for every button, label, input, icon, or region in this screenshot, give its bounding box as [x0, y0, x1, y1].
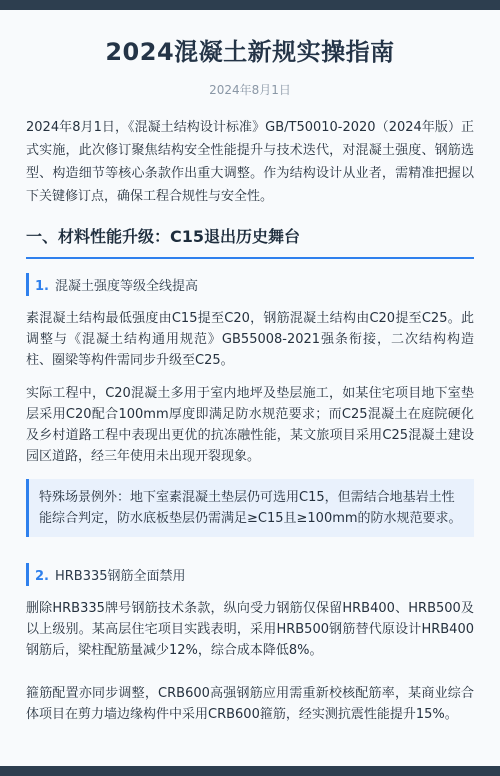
- section-heading: 一、材料性能升级：C15退出历史舞台: [26, 224, 474, 259]
- bottom-bar: [0, 766, 500, 776]
- page-title: 2024混凝土新规实操指南: [105, 38, 395, 66]
- top-bar: [0, 0, 500, 10]
- subsection-title: 混凝土强度等级全线提高: [54, 279, 198, 294]
- publish-date: 2024年8月1日: [209, 83, 291, 97]
- paragraph: 删除HRB335牌号钢筋技术条款，纵向受力钢筋仅保留HRB400、HRB500及以上级别。某高层住宅项目实践表明，采用HRB500钢筋替代原设计HRB400钢筋后，梁柱配筋量减少12%，综合成本降低8%。: [26, 601, 474, 658]
- subsection-title: HRB335钢筋全面禁用: [54, 569, 186, 584]
- subsection-heading-2: [26, 563, 474, 586]
- paragraph: 素混凝土结构最低强度由C15提至C20，钢筋混凝土结构由C20提至C25。此调整与《混凝土结构通用规范》GB55008-2021强条衔接，二次结构构造柱、圈梁等构件需同步升级至C25。: [26, 311, 474, 368]
- subsection-number: 1.: [35, 279, 49, 294]
- subsection-heading-1: [26, 273, 474, 296]
- subsection-number: 2.: [35, 569, 49, 584]
- paragraph: 实际工程中，C20混凝土多用于室内地坪及垫层施工，如某住宅项目地下室垫层采用C20配合100mm厚度即满足防水规范要求；而C25混凝土在庭院硬化及乡村道路工程中表现出更优的抗冻融性能，某文旅项目采用C25混凝土建设园区道路，经三年使用未出现开裂现象。: [26, 386, 474, 464]
- intro-paragraph: 2024年8月1日，《混凝土结构设计标准》GB/T50010-2020（2024年版）正式实施，此次修订聚焦结构安全性能提升与技术迭代，对混凝土强度、钢筋选型、构造细节等核心条款作出重大调整。作为结构设计从业者，需精准把握以下关键修订点，确保工程合规性与安全性。: [26, 120, 474, 204]
- note-callout: 特殊场景例外：地下室素混凝土垫层仍可选用C15，但需结合地基岩土性能综合判定，防水底板垫层仍需满足≥C15且≥100mm的防水规范要求。: [26, 479, 474, 537]
- paragraph: 箍筋配置亦同步调整，CRB600高强钢筋应用需重新校核配筋率，某商业综合体项目在剪力墙边缘构件中采用CRB600箍筋，经实测抗震性能提升15%。: [26, 686, 474, 722]
